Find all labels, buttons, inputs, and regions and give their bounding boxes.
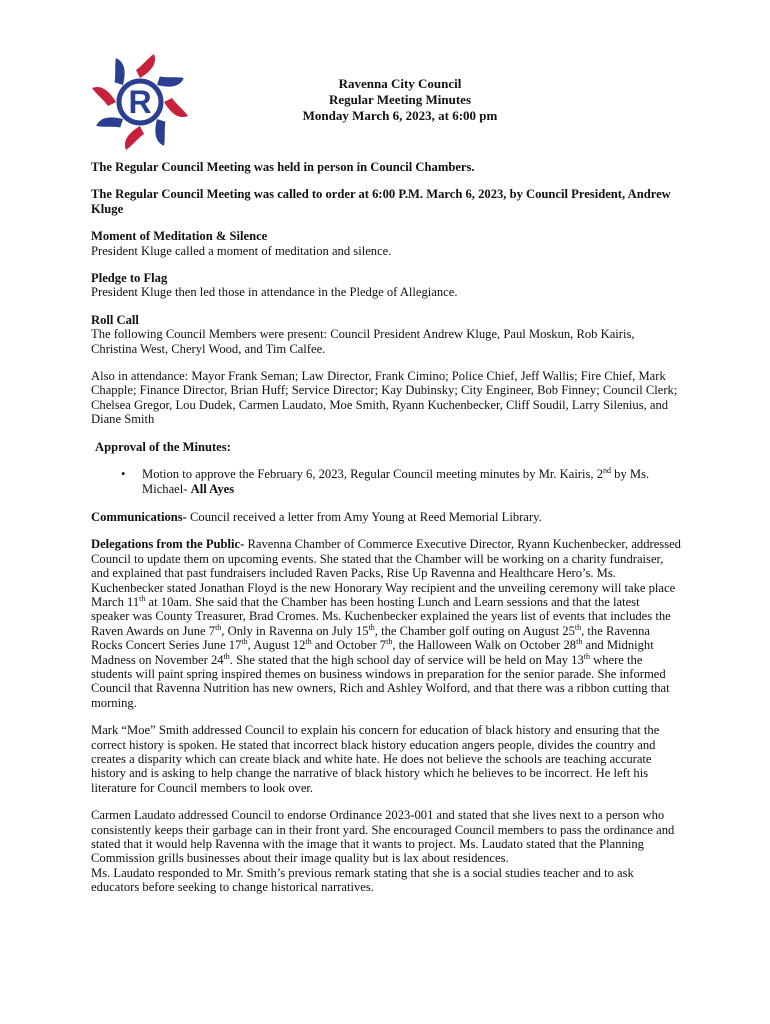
roll-call-heading: Roll Call	[91, 312, 139, 327]
motion-result: All Ayes	[190, 481, 235, 496]
meditation-text: President Kluge called a moment of meditation and silence.	[91, 243, 392, 258]
roll-call-text: The following Council Members were present: Council President Andrew Kluge, Paul Moskun, Rob Kairis, Christina West, Cheryl Wood, and Tim Calfee.	[91, 327, 635, 356]
logo-petal	[136, 54, 155, 78]
meditation-heading: Moment of Meditation & Silence	[91, 229, 268, 244]
pledge-text: President Kluge then led those in attendance in the Pledge of Allegiance.	[91, 285, 458, 300]
communications-text: Council received a letter from Amy Young at Reed Memorial Library.	[186, 509, 542, 524]
document-header	[250, 76, 550, 124]
approval-heading: Approval of the Minutes:	[95, 439, 231, 454]
pledge-heading: Pledge to Flag	[91, 271, 168, 286]
meeting-location: The Regular Council Meeting was held in person in Council Chambers.	[91, 160, 475, 174]
delegations-label: Delegations from the Public-	[91, 537, 245, 552]
logo-petal	[92, 87, 116, 106]
logo-petal	[164, 98, 188, 117]
delegations-paragraph-2: Mark “Moe” Smith addressed Council to explain his concern for education of black history and ensuring that the correct history is spoken. He stated that incorrect black history education angers people, divides the country and creates a disparity which can create black and white hate. He does not believe the schools are teaching accurate history and is asking to help change the narrative of black history which he believes to be incorrect. He left his literature for Council members to look over.	[91, 723, 660, 795]
bullet-icon: •	[121, 467, 126, 482]
minutes-body	[91, 160, 681, 908]
communications-section	[91, 510, 681, 524]
call-to-order: The Regular Council Meeting was called to order at 6:00 P.M. March 6, 2023, by Council President, Andrew Kluge	[91, 187, 671, 216]
roll-call-section	[91, 313, 681, 356]
logo-petal	[125, 126, 144, 150]
logo-letter: R	[128, 84, 152, 120]
attendance-list: Also in attendance: Mayor Frank Seman; Law Director, Frank Cimino; Police Chief, Jeff Wallis; Fire Chief, Mark Chapple; Finance Director, Brian Huff; Service Director; Kay Dubinsky; City Engineer, Bob Finney; Council Clerk; Chelsea Gregor, Lou Dudek, Carmen Laudato, Moe Smith, Ryann Kuchenbecker, Cliff Soudil, Larry Silenius, and Diane Smith	[91, 369, 678, 427]
delegations-paragraph-4: Ms. Laudato responded to Mr. Smith’s previous remark stating that she is a social studies teacher and to ask educators before seeking to change historical narratives.	[91, 865, 634, 895]
meeting-date: Monday March 6, 2023, at 6:00 pm	[302, 108, 498, 123]
delegations-paragraph-1: Delegations from the Public- Ravenna Chamber of Commerce Executive Director, Ryann Kuchenbecker, addressed Council to update them on upcoming events. She stated that the Chamber will be working on a charity fundraiser, and explained that past fundraisers included Raven Packs, Rise Up Ravenna and Healthcare Hero’s. Ms. Kuchenbecker stated Jonathan Floyd is the new Honorary Way recipient and the unveiling ceremony will take place March 11th at 10am. She said that the Chamber has been hosting Lunch and Learn sessions and that the latest speaker was County Treasurer, Brad Cromes. Ms. Kuchenbecker explained the years list of events that includes the Raven Awards on June 7th, Only in Ravenna on July 15th, the Chamber golf outing on August 25th, the Ravenna Rocks Concert Series June 17th, August 12th and October 7th, the Halloween Walk on October 28th and Midnight Madness on November 24th. She stated that the high school day of service will be held on May 13th where the students will paint spring inspired themes on business windows in preparation for the senior parade. She informed Council that Ravenna Nutrition has new owners, Rich and Ashley Wolford, and that there was a ribbon cutting that morning.	[91, 537, 681, 710]
meditation-section	[91, 229, 681, 258]
pledge-section	[91, 271, 681, 300]
city-of-ravenna-logo	[85, 52, 195, 152]
delegations-paragraph-3: Carmen Laudato addressed Council to endorse Ordinance 2023-001 and stated that she lives next to a person who consistently keeps their garbage can in their front yard. She encouraged Council members to pass the ordinance and stated that it would help Ravenna with the image that it wants to project. Ms. Laudato stated that the Planning Commission grills businesses about their image quality but is lax about residences.	[91, 808, 675, 866]
communications-label: Communications-	[91, 509, 187, 524]
meeting-type: Regular Meeting Minutes	[328, 92, 472, 107]
council-title: Ravenna City Council	[338, 76, 462, 91]
approval-motion: • Motion to approve the February 6, 2023, Regular Council meeting minutes by Mr. Kairis, 2nd by Ms. Michael- All Ayes	[121, 465, 650, 496]
